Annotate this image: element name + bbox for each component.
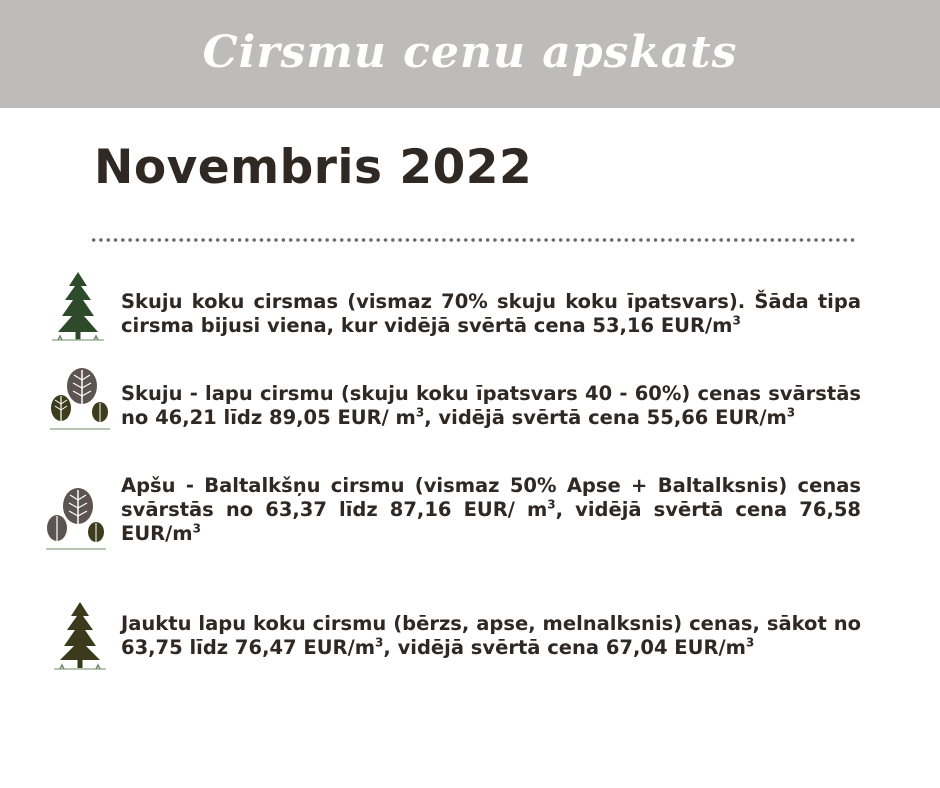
item-text: Skuju - lapu cirsmu (skuju koku īpatsvars 40 - 60%) cenas svārstās no 46,21 līdz 89,05 EUR/ $m^3$, vidējā svērtā cena 55,66 EUR/$m^3$ [121,382,861,429]
header-title: Cirsmu cenu apskats [202,26,738,78]
conifer-tree-icon [48,270,108,346]
item-text: Apšu - Baltalkšņu cirsmu (vismaz 50% Apse + Baltalksnis) cenas svārstās no 63,37 līdz 87,16 EUR/ $m^3$, vidējā svērtā cena 76,58 EUR/$m^3$ [121,474,861,545]
mixed-trees-icon [48,366,112,434]
item-text: Jauktu lapu koku cirsmu (bērzs, apse, melnalksnis) cenas, sākot no 63,75 līdz 76,47 EUR/$m^3$, vidējā svērtā cena 67,04 EUR/$m^3$ [121,612,861,659]
dotted-divider [90,236,856,244]
item-text: Skuju koku cirsmas (vismaz 70% skuju koku īpatsvars). Šāda tipa cirsma bijusi viena, kur vidējā svērtā cena 53,16 EUR/$m^3$ [121,290,861,337]
deciduous-trees-icon [44,486,108,554]
spruce-tree-icon [50,600,110,674]
header-banner [0,0,940,108]
page-title: Novembris 2022 [94,140,533,195]
